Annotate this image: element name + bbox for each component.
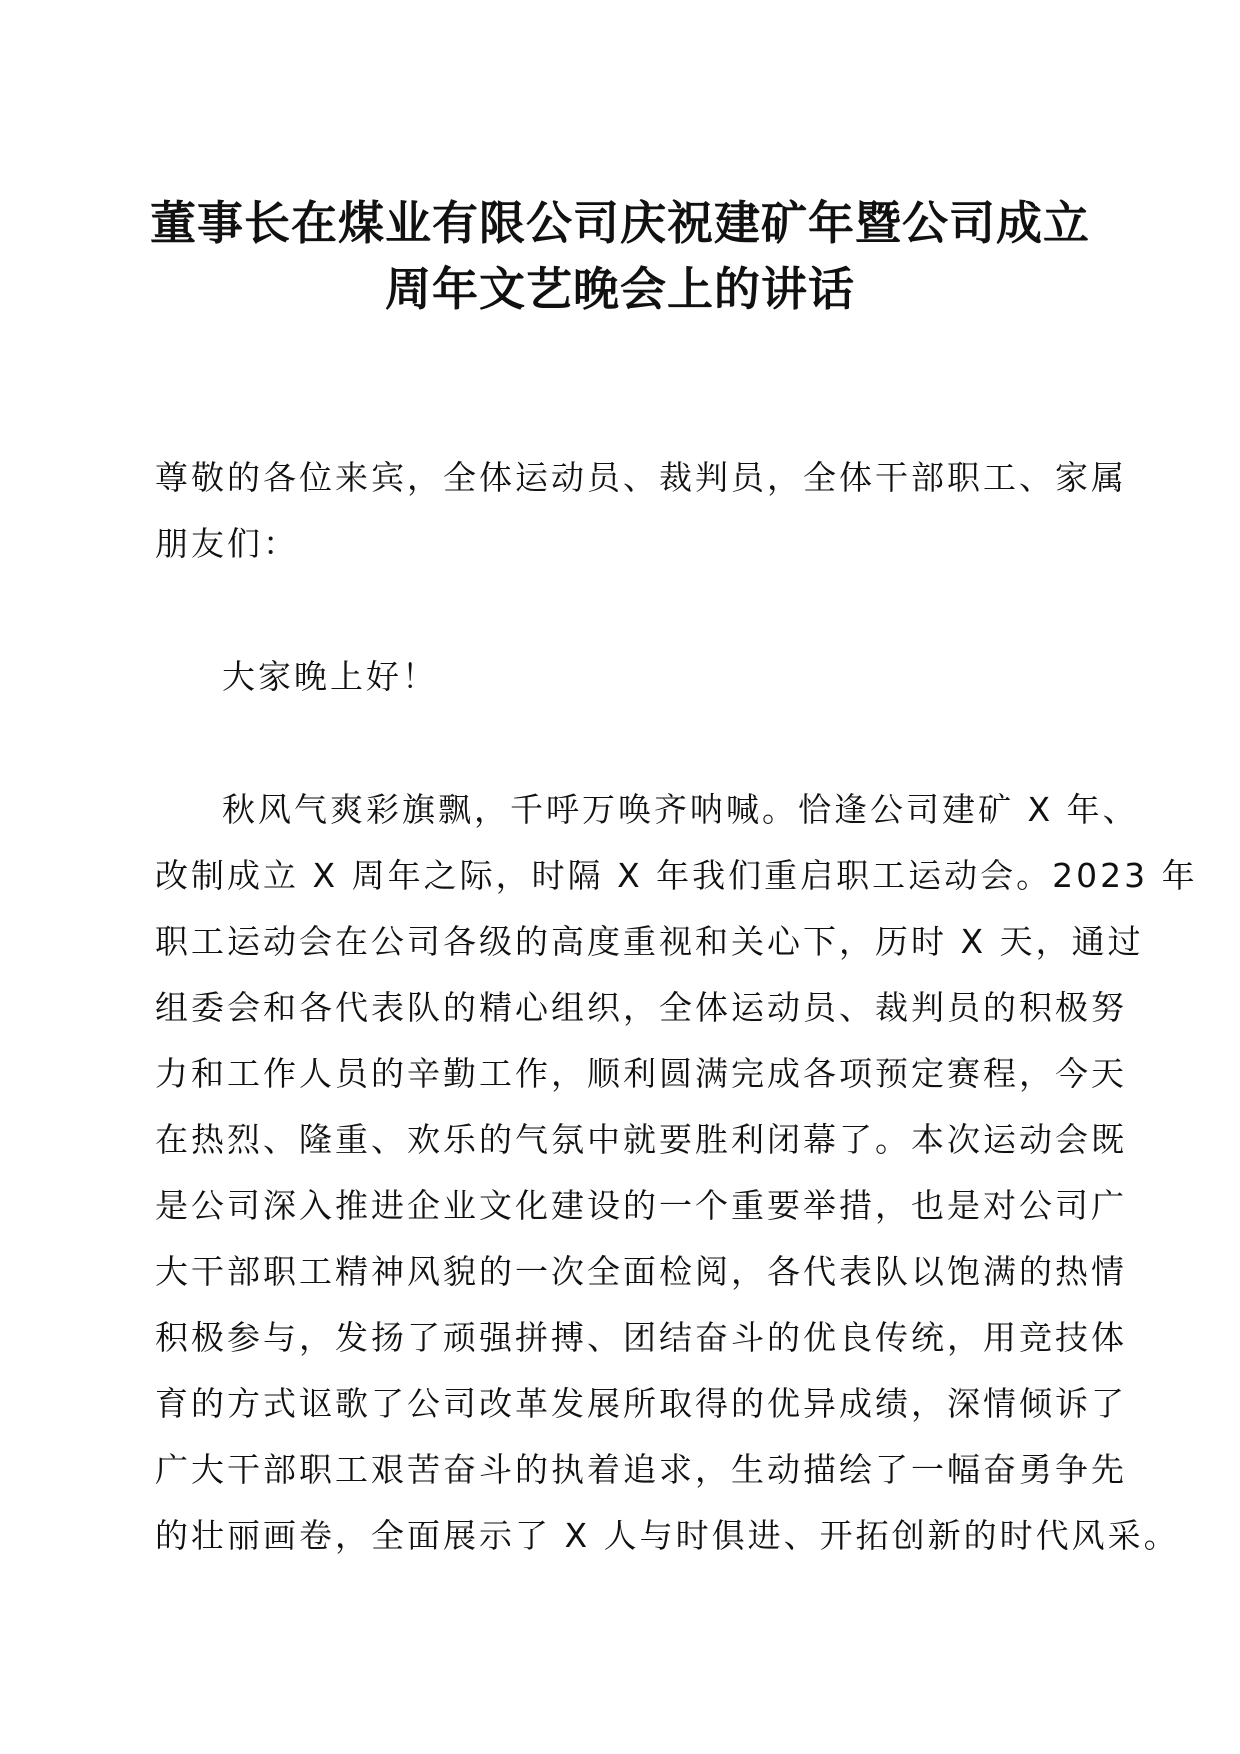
paragraph-line: 力和工作人员的辛勤工作，顺利圆满完成各项预定赛程，今天: [155, 1054, 1127, 1093]
paragraph-line: 育的方式讴歌了公司改革发展所取得的优异成绩，深情倾诉了: [155, 1384, 1127, 1423]
salutation-line-2: 朋友们：: [155, 524, 299, 563]
paragraph-line: 改制成立 X 周年之际，时隔 X 年我们重启职工运动会。2023 年: [155, 856, 1198, 895]
paragraph-line: 大干部职工精神风貌的一次全面检阅，各代表队以饱满的热情: [155, 1252, 1127, 1291]
paragraph-line: 的壮丽画卷，全面展示了 X 人与时俱进、开拓创新的时代风采。: [155, 1516, 1180, 1555]
paragraph-line: 秋风气爽彩旗飘，千呼万唤齐呐喊。恰逢公司建矿 X 年、: [222, 790, 1139, 829]
paragraph-line: 是公司深入推进企业文化建设的一个重要举措，也是对公司广: [155, 1186, 1127, 1225]
document-title-line-1: 董事长在煤业有限公司庆祝建矿年暨公司成立: [150, 196, 1090, 250]
paragraph-line: 积极参与，发扬了顽强拼搏、团结奋斗的优良传统，用竞技体: [155, 1318, 1127, 1357]
paragraph-line: 组委会和各代表队的精心组织，全体运动员、裁判员的积极努: [155, 988, 1127, 1027]
document-title-line-2: 周年文艺晚会上的讲话: [385, 262, 855, 316]
paragraph-line: 在热烈、隆重、欢乐的气氛中就要胜利闭幕了。本次运动会既: [155, 1120, 1127, 1159]
paragraph-line: 职工运动会在公司各级的高度重视和关心下，历时 X 天，通过: [155, 922, 1144, 961]
paragraph-line: 广大干部职工艰苦奋斗的执着追求，生动描绘了一幅奋勇争先: [155, 1450, 1127, 1489]
salutation-line-1: 尊敬的各位来宾，全体运动员、裁判员，全体干部职工、家属: [155, 458, 1127, 497]
greeting: 大家晚上好！: [222, 657, 438, 696]
